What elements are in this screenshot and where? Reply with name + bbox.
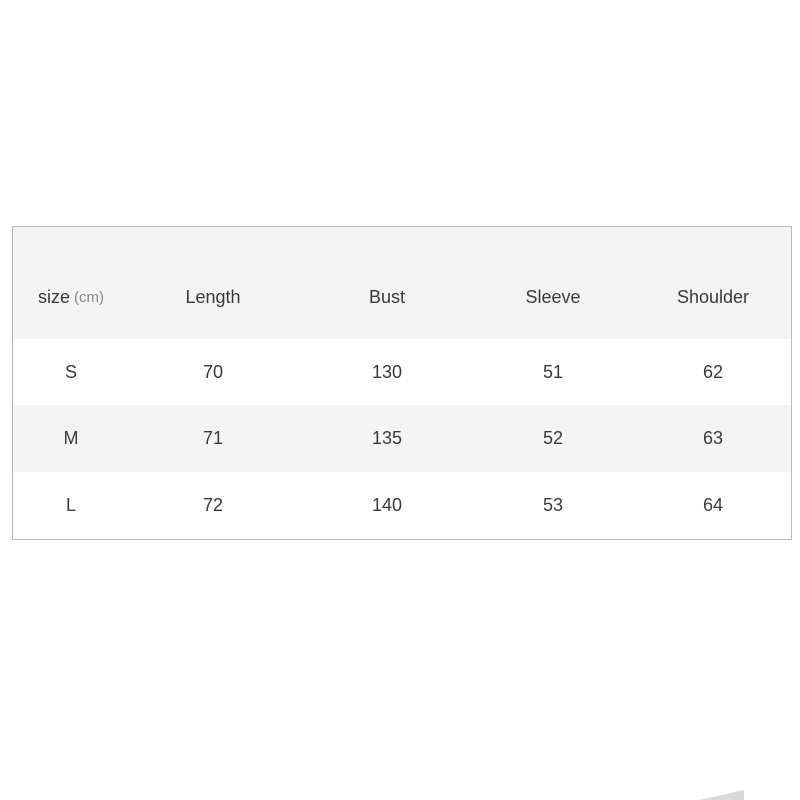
size-cell: S: [64, 361, 78, 382]
length-cell: 70: [202, 361, 224, 382]
table-header-row: [13, 227, 791, 339]
sleeve-cell: 53: [542, 495, 564, 515]
header-bust: Bust: [368, 286, 406, 307]
table-row-s: [13, 339, 791, 405]
bust-cell: 130: [371, 361, 403, 382]
sleeve-cell: 52: [542, 428, 564, 448]
length-cell: 71: [202, 428, 224, 448]
shoulder-cell: 63: [702, 428, 724, 448]
shoulder-cell: 64: [702, 495, 724, 515]
size-chart-table: [12, 226, 792, 540]
bust-cell: 135: [371, 428, 403, 448]
table-row-l: [13, 472, 791, 539]
sleeve-cell: 51: [542, 361, 564, 382]
size-cell: L: [65, 495, 77, 515]
bust-cell: 140: [371, 495, 403, 515]
size-cell: M: [63, 428, 79, 448]
header-shoulder: Shoulder: [676, 286, 750, 307]
header-sleeve: Sleeve: [525, 286, 581, 307]
header-length: Length: [185, 286, 241, 307]
header-size-label: size: [37, 286, 71, 307]
table-row-m: [13, 405, 791, 472]
header-size-unit: (cm): [74, 288, 105, 306]
decorative-corner-shape: [700, 790, 744, 800]
length-cell: 72: [202, 495, 224, 515]
header-size-cell: [38, 227, 104, 339]
shoulder-cell: 62: [702, 361, 724, 382]
